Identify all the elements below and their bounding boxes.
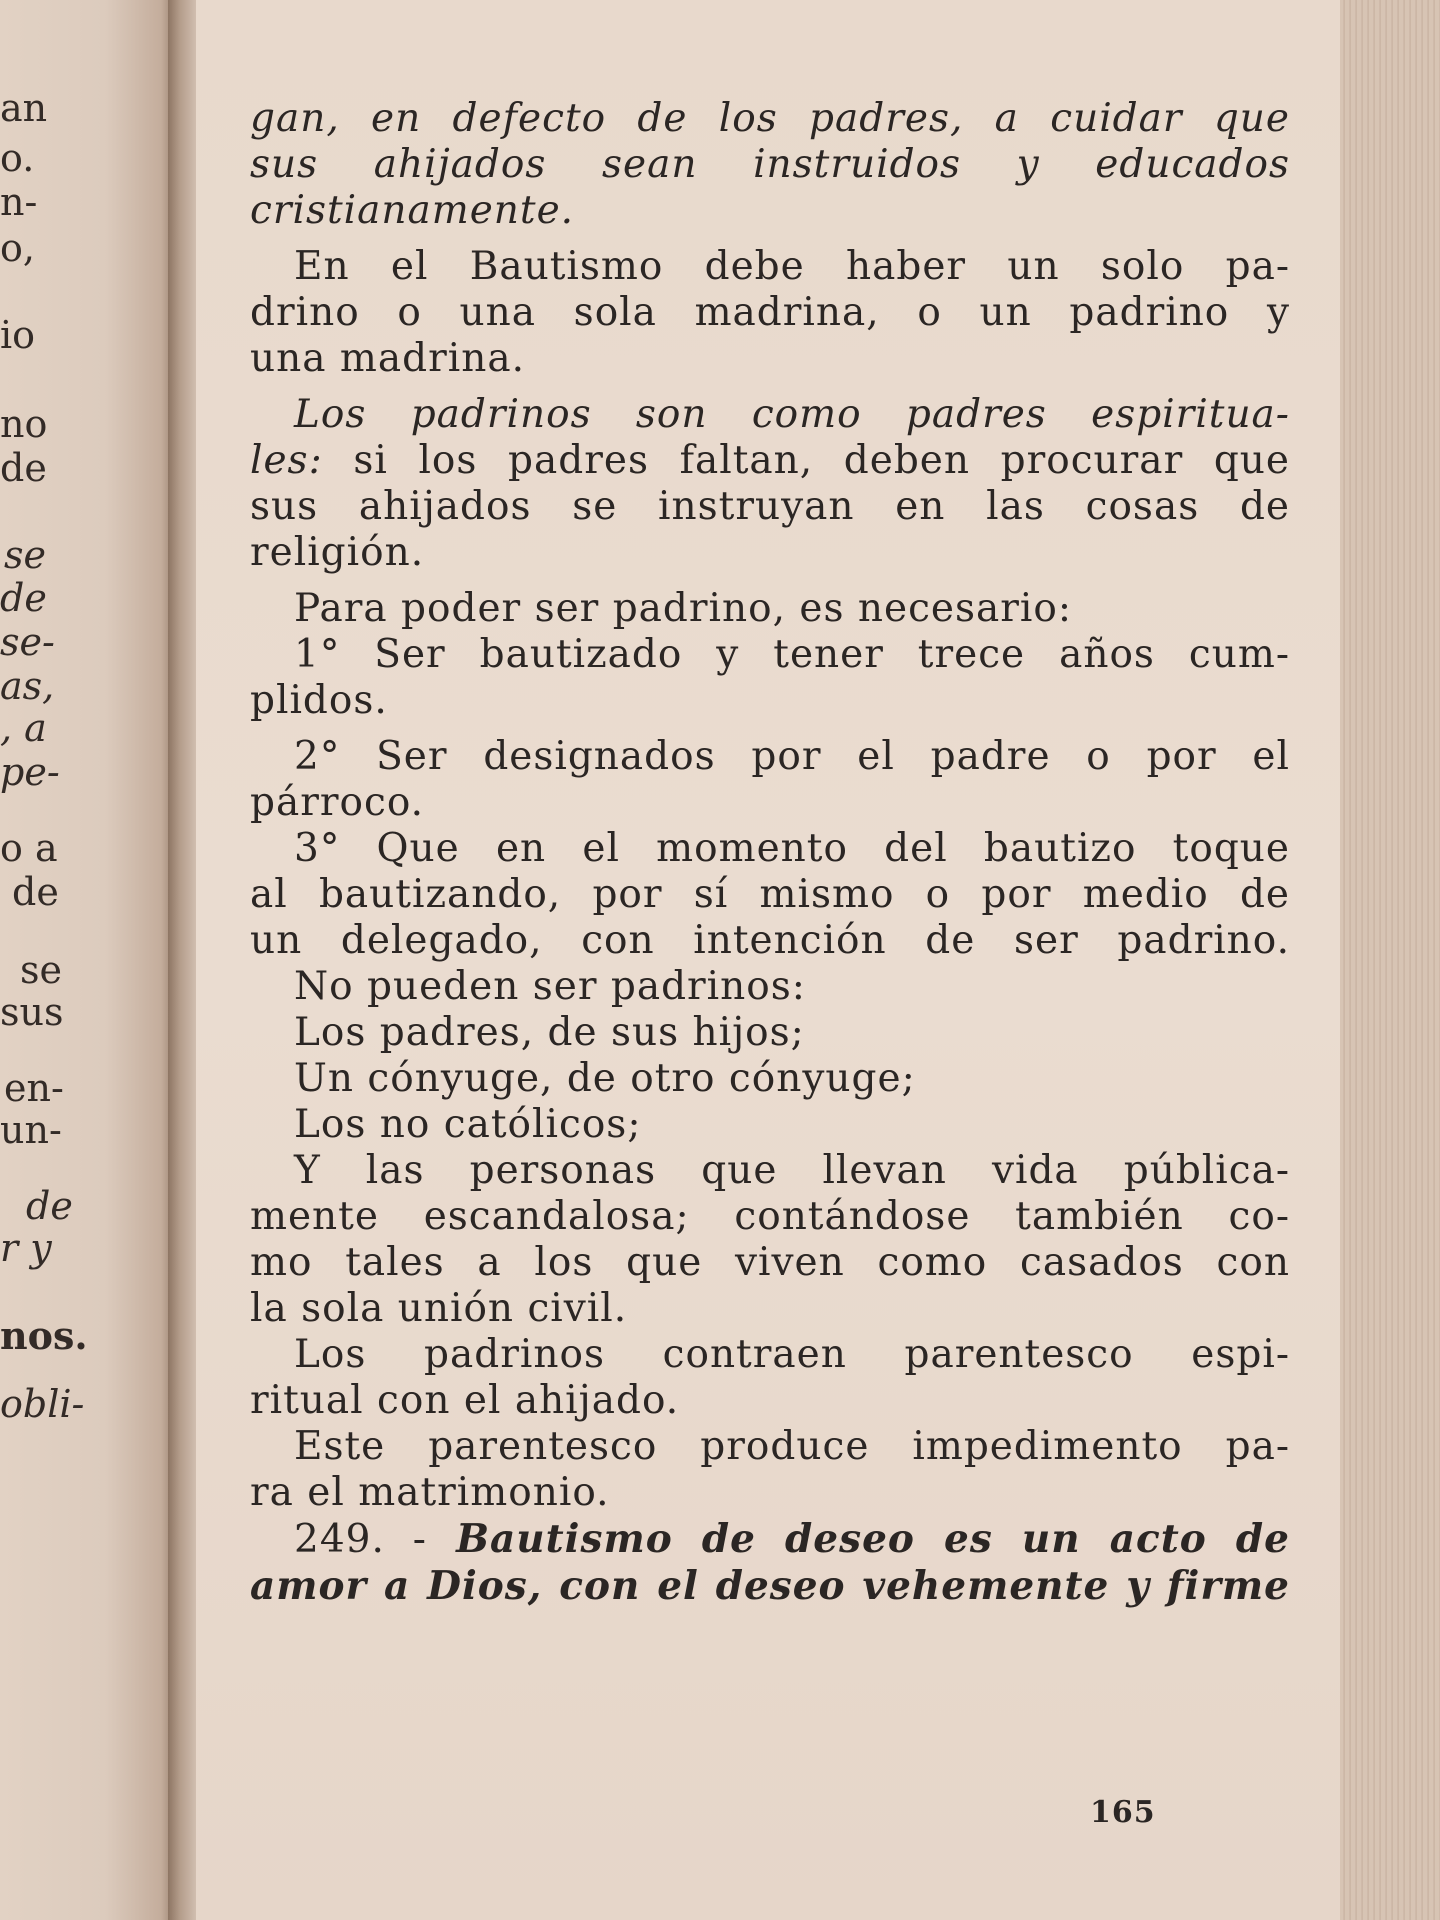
book-gutter: [168, 0, 198, 1920]
text-line: Los no católicos;: [294, 1102, 642, 1147]
left-fragment: se: [4, 533, 46, 577]
text-line: gan, en defecto de los padres, a cuidar que: [250, 96, 1290, 141]
left-fragment: o.: [0, 136, 35, 180]
text-span: si los padres faltan, deben procurar que: [322, 438, 1290, 483]
main-text: [250, 96, 1290, 1609]
text-line: un delegado, con intención de ser padrino.: [250, 918, 1290, 963]
text-line: Los padrinos son como padres espiritua-: [294, 392, 1290, 437]
left-fragment: o a: [0, 826, 58, 870]
left-fragment: pe-: [0, 750, 60, 794]
left-fragment: nos.: [0, 1313, 88, 1358]
left-fragment: sus: [0, 990, 64, 1034]
text-line: amor a Dios, con el deseo vehemente y firme: [250, 1563, 1290, 1609]
left-fragment: en-: [4, 1066, 64, 1110]
text-line: plidos.: [250, 678, 388, 723]
left-fragment: n-: [0, 180, 38, 224]
page-edges: [1340, 0, 1440, 1920]
text-line: cristianamente.: [250, 188, 575, 233]
left-fragment: de: [26, 1184, 73, 1228]
text-line: religión.: [250, 530, 425, 575]
left-fragment: de: [0, 446, 47, 490]
left-fragment: de: [0, 576, 47, 620]
text-line: mo tales a los que viven como casados con: [250, 1240, 1290, 1285]
text-line: [250, 438, 1290, 484]
left-fragment: no: [0, 402, 48, 446]
left-page-text-fragments: [0, 0, 160, 1920]
text-line: la sola unión civil.: [250, 1286, 628, 1331]
text-line: [250, 1516, 1290, 1563]
text-line: No pueden ser padrinos:: [294, 964, 806, 1009]
left-fragment: an: [0, 86, 48, 130]
left-fragment: un-: [0, 1108, 62, 1152]
left-fragment: obli-: [0, 1382, 85, 1426]
text-span: les:: [250, 438, 323, 483]
text-line: mente escandalosa; contándose también co-: [250, 1194, 1290, 1239]
left-fragment: se: [20, 948, 62, 992]
left-fragment: de: [12, 870, 59, 914]
text-line: En el Bautismo debe haber un solo pa-: [294, 244, 1290, 289]
text-line: drino o una sola madrina, o un padrino y: [250, 290, 1290, 335]
text-line: Este parentesco produce impedimento pa-: [294, 1424, 1290, 1469]
text-line: 3° Que en el momento del bautizo toque: [294, 826, 1290, 871]
text-line: ra el matrimonio.: [250, 1470, 610, 1515]
text-line: al bautizando, por sí mismo o por medio de: [250, 872, 1290, 917]
page-number: 165: [1090, 1795, 1156, 1830]
left-fragment: as,: [0, 664, 55, 708]
text-line: Los padrinos contraen parentesco espi-: [294, 1332, 1290, 1377]
text-line: Para poder ser padrino, es necesario:: [294, 586, 1072, 631]
left-fragment: r y: [0, 1226, 52, 1270]
text-line: ritual con el ahijado.: [250, 1378, 680, 1423]
text-line: sus ahijados se instruyan en las cosas de: [250, 484, 1290, 529]
text-line: Los padres, de sus hijos;: [294, 1010, 805, 1055]
left-fragment: se-: [0, 620, 55, 664]
left-fragment: io: [0, 313, 36, 357]
text-line: sus ahijados sean instruidos y educados: [250, 142, 1290, 187]
left-fragment: , a: [0, 706, 47, 750]
text-line: Un cónyuge, de otro cónyuge;: [294, 1056, 916, 1101]
left-fragment: o,: [0, 226, 35, 270]
question-number: 249. -: [294, 1517, 427, 1562]
text-line: párroco.: [250, 780, 425, 825]
text-line: Y las personas que llevan vida pública-: [294, 1148, 1290, 1193]
text-line: 1° Ser bautizado y tener trece años cum-: [294, 632, 1290, 677]
text-line: una madrina.: [250, 336, 525, 381]
text-line: 2° Ser designados por el padre o por el: [294, 734, 1290, 779]
text-span: Bautismo de deseo es un acto de: [426, 1516, 1290, 1562]
